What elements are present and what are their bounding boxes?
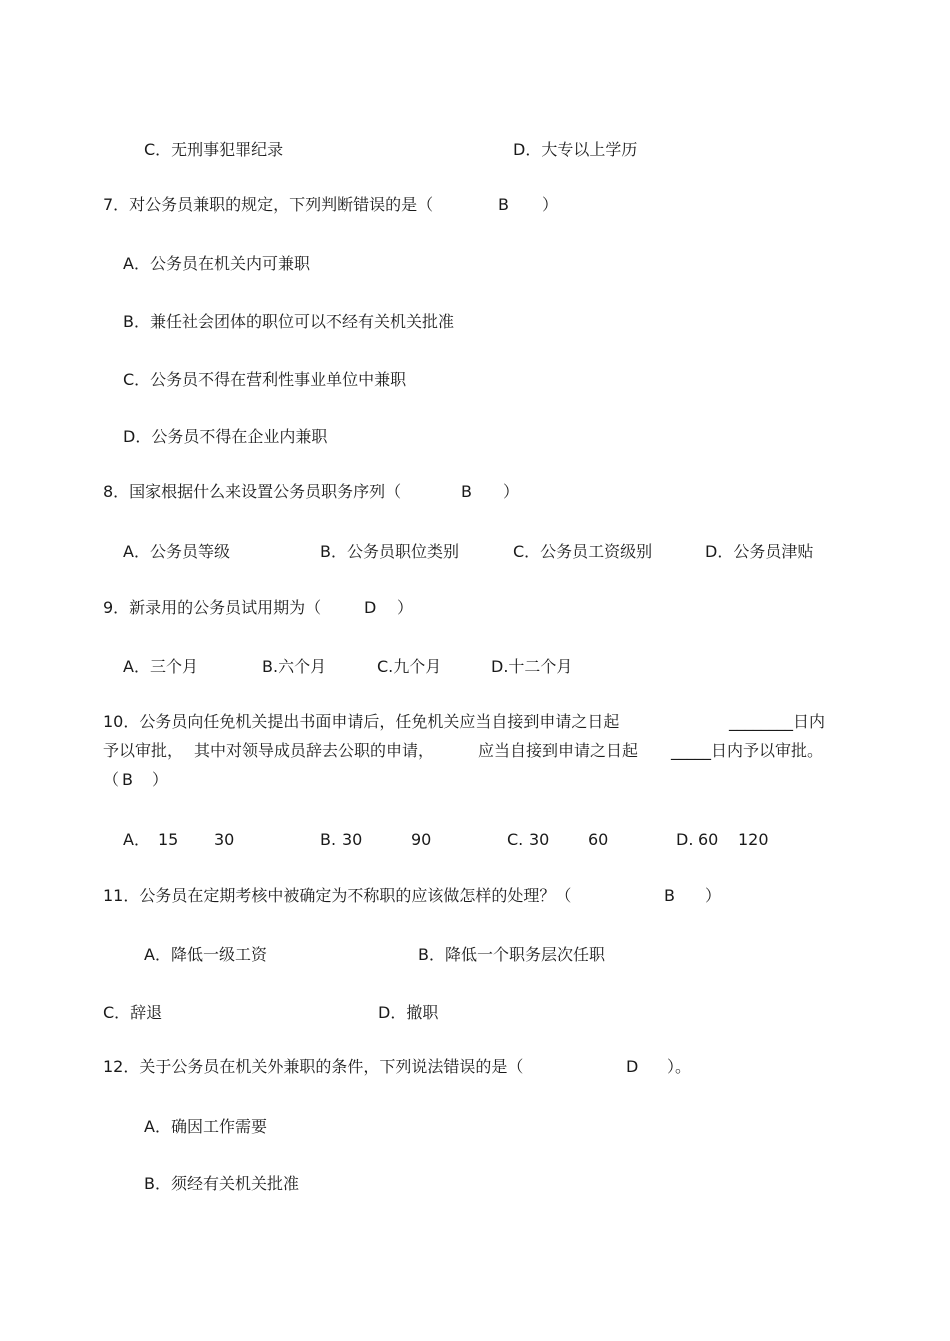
q10-option-d-v2: 120 <box>738 830 769 849</box>
q10-blank2: _____日内予以审批。 <box>671 741 824 760</box>
q8-question: 8．国家根据什么来设置公务员职务序列（ <box>103 482 402 501</box>
q10-option-b-label: B. <box>320 830 337 849</box>
q7-question: 7．对公务员兼职的规定，下列判断错误的是（ <box>103 195 434 214</box>
q10-close: ） <box>152 770 169 789</box>
q11-question: 11．公务员在定期考核中被确定为不称职的应该做怎样的处理？（ <box>103 886 572 905</box>
q10-option-a-v1: 15 <box>158 830 179 849</box>
q8-option-c: C．公务员工资级别 <box>513 542 653 561</box>
q8-option-d: D．公务员津贴 <box>705 542 814 561</box>
q10-option-a-v2: 30 <box>214 830 235 849</box>
q11-option-b: B．降低一个职务层次任职 <box>418 945 605 964</box>
q9-option-b: B.六个月 <box>262 657 327 676</box>
q10-option-a-label: A． <box>123 830 150 849</box>
q11-close: ） <box>705 886 722 905</box>
q12-option-b: B．须经有关机关批准 <box>144 1174 299 1193</box>
q10-option-c-v1: 30 <box>529 830 550 849</box>
q10-blank1: ________日内 <box>729 712 826 731</box>
q12-question: 12．关于公务员在机关外兼职的条件，下列说法错误的是（ <box>103 1057 524 1076</box>
q10-option-b-v2: 90 <box>411 830 432 849</box>
q10-open: （ <box>103 770 120 789</box>
q11-answer: B <box>664 886 675 905</box>
q10-option-b-v1: 30 <box>342 830 363 849</box>
q9-option-c: C.九个月 <box>377 657 442 676</box>
q9-option-a: A．三个月 <box>123 657 198 676</box>
q10-option-c-v2: 60 <box>588 830 609 849</box>
q8-close: ） <box>503 482 520 501</box>
q11-option-a: A．降低一级工资 <box>144 945 267 964</box>
q11-option-c: C．辞退 <box>103 1003 163 1022</box>
q10-option-d-label: D. <box>676 830 694 849</box>
q8-option-b: B．公务员职位类别 <box>320 542 459 561</box>
q7-answer: B <box>498 195 509 214</box>
q10-option-c-label: C. <box>507 830 524 849</box>
q9-close: ） <box>397 598 414 617</box>
q9-answer: D <box>364 598 377 617</box>
q8-answer: B <box>461 482 472 501</box>
q7-option-d: D．公务员不得在企业内兼职 <box>123 427 328 446</box>
q10-line2-a: 予以审批， <box>103 741 184 760</box>
q11-option-d: D．撤职 <box>378 1003 439 1022</box>
q12-answer: D <box>626 1057 639 1076</box>
q10-answer: B <box>122 770 133 789</box>
q7-option-c: C．公务员不得在营利性事业单位中兼职 <box>123 370 407 389</box>
q10-line1: 10．公务员向任免机关提出书面申请后，任免机关应当自接到申请之日起 <box>103 712 620 731</box>
q7-option-b: B．兼任社会团体的职位可以不经有关机关批准 <box>123 312 454 331</box>
q12-option-a: A．确因工作需要 <box>144 1117 267 1136</box>
q10-line2-b: 其中对领导成员辞去公职的申请， <box>194 741 435 760</box>
q9-question: 9．新录用的公务员试用期为（ <box>103 598 322 617</box>
q6-option-d: D．大专以上学历 <box>513 140 638 159</box>
q6-option-c: C．无刑事犯罪纪录 <box>144 140 284 159</box>
q7-option-a: A．公务员在机关内可兼职 <box>123 254 310 273</box>
q10-line2-c: 应当自接到申请之日起 <box>478 741 639 760</box>
q12-close: ）。 <box>667 1057 692 1076</box>
q7-close: ） <box>542 195 559 214</box>
q9-option-d: D.十二个月 <box>491 657 573 676</box>
q8-option-a: A．公务员等级 <box>123 542 230 561</box>
q10-option-d-v1: 60 <box>698 830 719 849</box>
